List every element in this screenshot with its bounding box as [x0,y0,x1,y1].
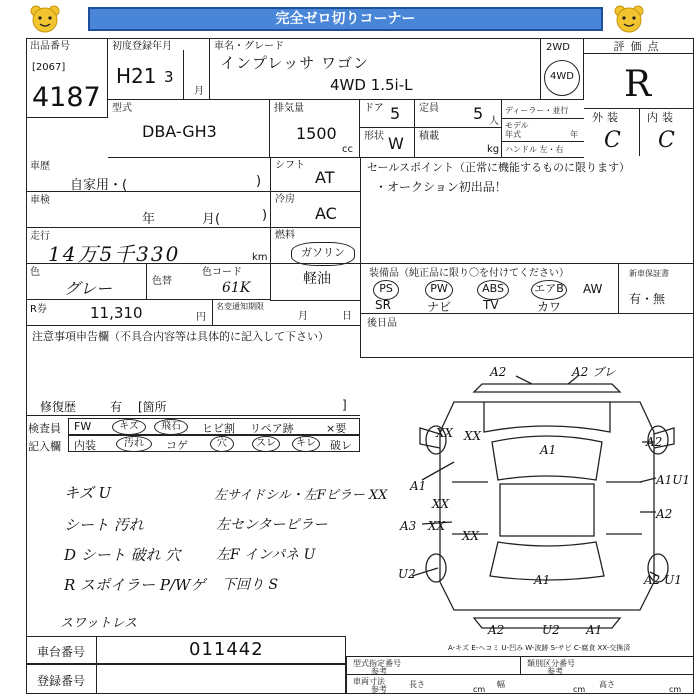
mileage-unit: km [252,252,268,263]
notes-cell [26,326,360,416]
drive-2wd-label: 2WD [546,42,570,53]
mascot-left-icon [28,4,62,36]
loading-label: 積載 [419,131,439,142]
size-ref: 参考 [371,685,387,694]
registration-label: 初度登録年月 [112,41,172,52]
mark-xx-2: XX [464,429,482,443]
mark-rear-a1: A1 [534,573,551,587]
rear-seat-label: 後日品 [367,318,397,329]
aircon-cell [270,192,360,228]
sales-point-label: セールスポイント（正常に機能するものに限ります） [367,161,631,174]
handle-label: ハンドル 左・右 [505,145,564,154]
model-label: 型式 [112,103,132,114]
warranty-value: 有・無 [629,292,666,306]
model-value: DBA-GH3 [142,122,217,141]
equip-navi: ナビ [427,300,452,314]
chassis-value: 011442 [189,639,264,660]
mileage-label: 走行 [30,231,50,242]
note-6: 左センターピラー [216,517,328,533]
inspection-year-unit: 年 [142,212,156,227]
int-burn: コゲ [166,439,188,452]
bottom-right-block [346,656,694,694]
int-hole: 穴 [210,436,234,452]
width-label: 幅 [497,680,505,689]
note-2: シート 汚れ [64,516,144,534]
plate-cell [26,664,346,694]
doors-value: 5 [390,104,401,123]
model-cell [108,100,270,158]
car-name-label: 車名・グレード [214,41,284,52]
car-name-cell [210,38,540,100]
color-change-label: 色替 [152,276,172,287]
width-cm: cm [573,685,586,694]
lot-label: 出品番号 [30,41,70,52]
fw-chip: 飛石 [154,419,188,435]
int-wear: スレ [252,436,280,452]
height-cm: cm [669,685,682,694]
model-cert-ref: 参考 [371,667,387,676]
displacement-value: 1500 [296,124,337,143]
mark-left-a3: A3 [400,519,417,533]
grade-label: 評価点 [584,38,694,54]
mark-hood-a1: A1 [540,443,557,457]
repair-label: 修復歴 [40,400,77,414]
mark-xx-1: XX [436,426,454,440]
equip-leather: カワ [537,300,562,314]
interior-row-label: 内装 [74,439,96,452]
name-change-day: 日 [342,311,352,322]
lot-cell [26,38,108,118]
equipment-label: 装備品（純正品に限り〇を付けてください） [369,268,569,279]
name-change-label: 名変通知期限 [216,302,264,311]
mascot-right-icon [612,4,646,36]
color-label: 色 [30,267,40,278]
history-value: 自家用・( [70,178,128,193]
chassis-cell [26,636,346,664]
mark-right-a1u1: A1U1 [656,473,691,487]
mark-right-a2: A2 [646,435,663,449]
interior-label: 内装 [647,111,677,124]
doors-label: ドア [364,103,384,114]
history-label: 車歴 [30,161,50,172]
equip-aw: AW [583,282,603,296]
displacement-unit: cc [342,144,353,155]
mark-right-a2u1: A2 U1 [644,573,682,587]
model-cert-label: 型式指定番号 [353,659,401,668]
entry-label: 記入欄 [28,440,61,453]
inspection-close: ) [262,208,268,223]
warranty-cell [618,264,694,314]
warranty-label: 新車保証書 [629,269,669,278]
registration-cell [108,38,210,100]
mileage-value: 14万5千330 [48,242,181,266]
equip-abs: ABS [477,280,509,300]
inspector-rows [26,418,360,454]
capacity-label: 定員 [419,103,439,114]
doors-cell [360,100,415,158]
inspection-label: 車検 [30,195,50,206]
recycle-cell [26,300,360,326]
registration-era: H21 [116,64,157,88]
car-diagram [392,362,692,640]
loading-unit: kg [487,144,500,155]
fuel-gasoline-circled: ガソリン [291,242,355,266]
fuel-cell [270,228,360,300]
size-label: 車両寸法 [353,677,385,686]
mark-left-u2: U2 [398,567,416,581]
dealer-label: ディーラー・並行 [505,106,569,115]
note-4: R スポイラー P/Wゲ [64,576,206,594]
header-title-bar [88,7,603,31]
mark-left-a1: A1 [410,479,427,493]
shift-cell [270,158,360,192]
repair-place: [箇所 [138,400,167,414]
shift-value: AT [315,168,335,187]
lot-number: 4187 [32,82,101,113]
note-8: 下回り S [222,577,279,593]
fuel-diesel: 軽油 [303,271,331,287]
history-close: ) [256,174,262,189]
aircon-value: AC [315,204,337,223]
mark-rear-u2: U2 [542,623,560,637]
fuel-label: 燃料 [275,230,295,241]
sales-point-text: ・オークション初出品！ [375,180,507,194]
note-9: スワットレス [60,616,137,631]
mark-front-a2: A2 [490,365,507,379]
aircon-label: 冷房 [275,194,295,205]
shape-label: 形状 [364,131,384,142]
grade-box [584,38,694,156]
interior-grade: C [658,128,675,153]
registration-month-unit: 月 [194,86,204,97]
recycle-unit: 円 [196,312,206,323]
plate-label: 登録番号 [37,674,86,688]
car-grade: 4WD 1.5i-L [330,76,413,94]
mark-xx-4: XX [428,519,446,533]
int-dirt: 汚れ [116,436,152,452]
model-year-unit: 年 [570,130,578,139]
int-tear: キレ [292,436,320,452]
car-name: インプレッサ ワゴン [220,54,370,72]
recycle-label: R券 [30,304,47,315]
name-change-month: 月 [298,311,308,322]
note-5: 左サイドシル・左Fピラー XX [214,488,388,503]
capacity-value: 5 [473,104,484,123]
grade-score: R [624,64,652,105]
mark-rear-a2: A2 [488,623,505,637]
chassis-label: 車台番号 [37,645,86,659]
equip-ps: PS [373,280,399,300]
mark-right-a2-b: A2 [656,507,673,521]
note-3: D シート 破れ 穴 [64,546,181,564]
equip-pw: PW [425,280,453,300]
registration-month: 3 [164,68,174,86]
shape-value: W [388,134,404,153]
note-7: 左F インパネ U [216,547,316,563]
length-label: 長さ [409,680,425,689]
lot-small-number: [2067] [32,62,66,73]
fw-repair: リペア跡 [250,422,294,435]
equip-sr: SR [375,298,391,312]
page-title: 完全ゼロ切りコーナー [275,11,416,27]
fw-scratch: キズ [112,419,146,435]
equip-tv: TV [483,298,499,312]
repair-close: ] [342,398,347,412]
recycle-value: 11,310 [90,304,143,322]
notes-label: 注意事項申告欄（不具合内容等は具体的に記入して下さい） [32,330,329,343]
color-cell [26,264,270,300]
length-cm: cm [473,685,486,694]
mark-xx-5: XX [462,529,480,543]
sales-point-cell [360,158,694,264]
handwritten-notes [30,470,388,620]
drive-4wd-circled: 4WD [544,60,580,96]
capacity-unit: 人 [489,116,499,127]
displacement-cell [270,100,360,158]
shift-label: シフト [275,160,305,171]
drive-cell [540,38,584,100]
equipment-cell [360,264,618,314]
color-code: 61K [222,280,251,296]
int-torn: 破レ [330,439,352,452]
fw-needed: ×要 [326,422,347,435]
exterior-grade: C [604,128,621,153]
mark-rear-a1-b: A1 [586,623,603,637]
capacity-cell [415,100,502,158]
fw-label: FW [74,420,92,433]
exterior-label: 外装 [592,111,622,124]
mark-front-a2-bure: A2 ブレ [572,365,616,379]
color-value: グレー [64,279,113,298]
color-code-label: 色コード [202,267,242,278]
dealer-cell [502,100,584,158]
mark-xx-3: XX [432,497,450,511]
repair-value: 有 [110,400,123,414]
fw-crack: ヒビ割 [202,422,235,435]
diagram-legend: A-キズ E-ヘコミ U-凹み W-波跡 S-サビ C-腐食 XX-交換済 [448,644,631,652]
note-1: キズ U [64,484,112,502]
model-year-label: モデル年式 [505,121,529,139]
class-no-ref: 参考 [547,667,563,676]
height-label: 高さ [599,680,615,689]
inspection-month-unit: 月( [202,212,221,227]
rear-seat-cell [360,314,694,358]
class-no-label: 類別区分番号 [527,659,575,668]
inspector-label: 検査員 [28,422,61,435]
displacement-label: 排気量 [274,103,304,114]
equip-airbag: エアB [531,280,567,300]
